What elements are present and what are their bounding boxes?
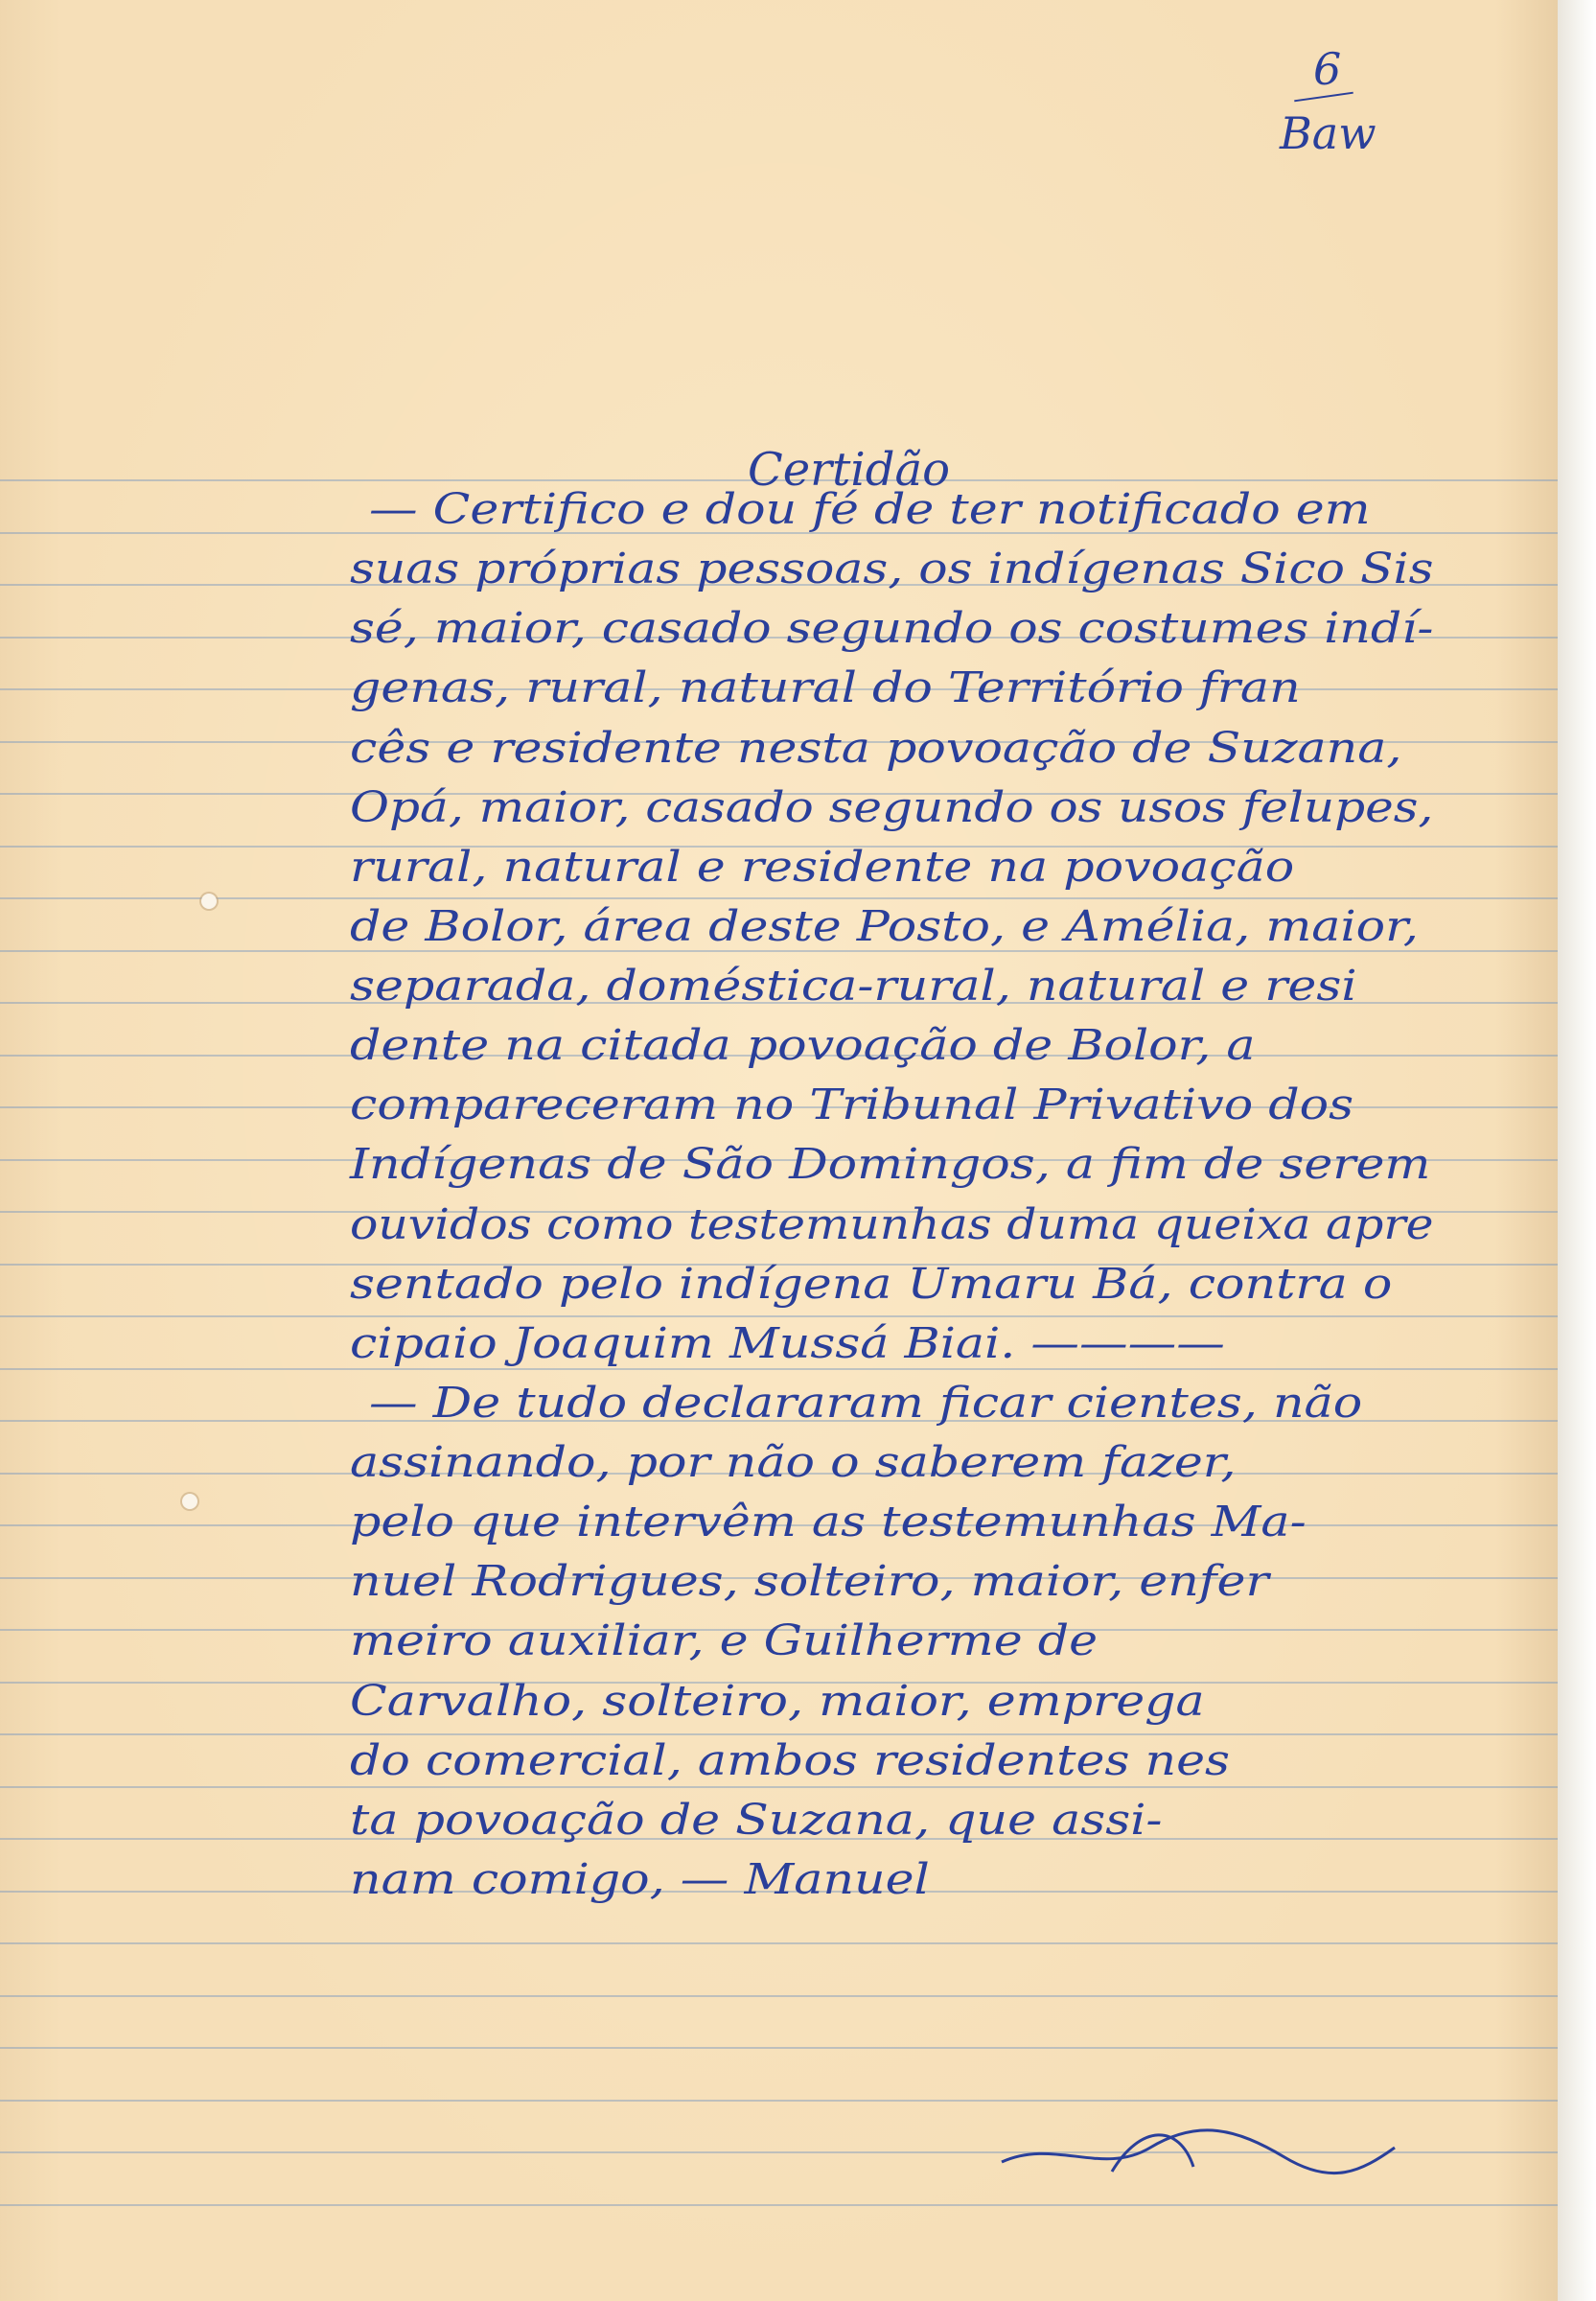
ruled-line xyxy=(0,1368,1558,1370)
ruled-line xyxy=(0,2100,1558,2102)
handwritten-line: meiro auxiliar, e Guilherme de xyxy=(350,1616,1099,1665)
punch-hole-bottom xyxy=(182,1494,197,1509)
ruled-line xyxy=(0,2204,1558,2206)
ruled-line xyxy=(0,2047,1558,2049)
ruled-line xyxy=(0,1995,1558,1997)
handwritten-line: do comercial, ambos residentes nes xyxy=(350,1736,1231,1785)
handwritten-line: ouvidos como testemunhas duma queixa apre xyxy=(350,1200,1434,1249)
handwritten-line: cês e residente nesta povoação de Suzana, xyxy=(350,724,1402,773)
handwritten-line: sé, maior, casado segundo os costumes indí- xyxy=(350,604,1434,653)
handwritten-line: nam comigo, — Manuel xyxy=(350,1855,930,1904)
signature-flourish xyxy=(997,2119,1399,2186)
page-edge xyxy=(1558,0,1596,2301)
ruled-line xyxy=(0,1786,1558,1788)
handwritten-line: dente na citada povoação de Bolor, a xyxy=(350,1021,1256,1070)
document-title: Certidão xyxy=(748,443,950,497)
handwritten-line: de Bolor, área deste Posto, e Amélia, maior, xyxy=(350,902,1419,951)
archive-mark: Baw xyxy=(1280,107,1376,159)
handwritten-line: Indígenas de São Domingos, a fim de serem xyxy=(350,1140,1431,1189)
handwritten-line: separada, doméstica-rural, natural e resi xyxy=(350,962,1357,1011)
ruled-line xyxy=(0,897,1558,899)
handwritten-line: cipaio Joaquim Mussá Biai. ———— xyxy=(350,1319,1225,1368)
handwritten-line: pelo que intervêm as testemunhas Ma- xyxy=(350,1498,1307,1546)
handwritten-line: sentado pelo indígena Umaru Bá, contra o xyxy=(350,1260,1393,1309)
handwritten-line: nuel Rodrigues, solteiro, maior, enfer xyxy=(350,1557,1269,1606)
punch-hole-top xyxy=(201,894,217,909)
ruled-line xyxy=(0,1733,1558,1735)
handwritten-line: suas próprias pessoas, os indígenas Sico Sis xyxy=(350,545,1434,593)
handwritten-line: — De tudo declararam ficar cientes, não xyxy=(369,1379,1363,1428)
ruled-line xyxy=(0,1942,1558,1944)
handwritten-line: Carvalho, solteiro, maior, emprega xyxy=(350,1677,1205,1726)
handwritten-line: compareceram no Tribunal Privativo dos xyxy=(350,1081,1354,1129)
handwritten-line: rural, natural e residente na povoação xyxy=(350,843,1295,892)
handwritten-line: — Certifico e dou fé de ter notificado em xyxy=(369,485,1371,534)
page-number: 6 xyxy=(1313,43,1342,95)
handwritten-line: Opá, maior, casado segundo os usos felupes, xyxy=(350,783,1434,832)
handwritten-line: genas, rural, natural do Território fran xyxy=(350,663,1301,712)
ruled-line xyxy=(0,1315,1558,1317)
handwritten-line: ta povoação de Suzana, que assi- xyxy=(350,1796,1163,1845)
handwritten-line: assinando, por não o saberem fazer, xyxy=(350,1438,1237,1487)
